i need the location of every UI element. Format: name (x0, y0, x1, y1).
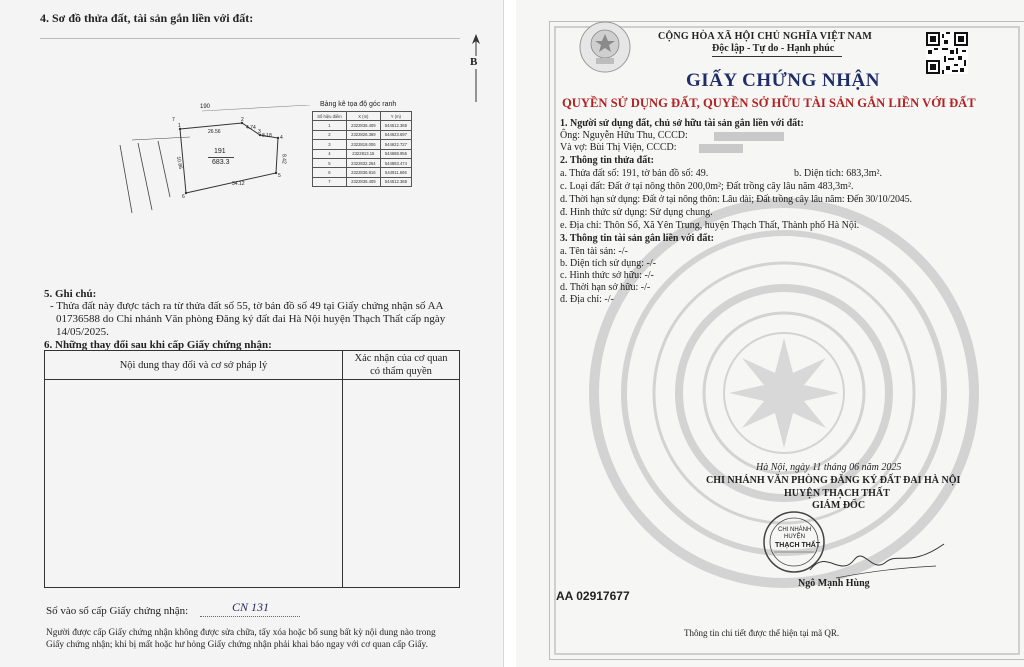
usage-form-line: đ. Hình thức sử dụng: Sử dụng chung. (560, 207, 713, 218)
note-line-3: 14/05/2025. (56, 326, 109, 338)
neighbor-parcel-number: 190 (200, 104, 211, 110)
owner-line: Ông: Nguyễn Hữu Thu, CCCD: (560, 130, 688, 141)
table-row (313, 168, 412, 177)
coords-cell: 6 (313, 168, 347, 177)
qr-code-icon[interactable] (926, 32, 968, 74)
changes-col-content (45, 351, 343, 380)
seal-text-mid: HUYỆN (784, 534, 806, 540)
table-row (313, 140, 412, 149)
issuer-line-3: GIÁM ĐỐC (812, 500, 866, 511)
coords-cell: 2322818.006 (346, 140, 380, 149)
edge-right-a-length: 4.74 (246, 125, 256, 131)
motto-underline (712, 56, 842, 57)
land-type-line: c. Loại đất: Đất ở tại nông thôn 200,0m²; Đất trồng cây lâu năm 483,3m². (560, 181, 854, 192)
section-5-title: 5. Ghi chú: (44, 288, 97, 300)
national-motto: Độc lập - Tự do - Hạnh phúc (712, 43, 835, 54)
issue-date: Hà Nội, ngày 11 tháng 06 năm 2025 (756, 462, 902, 473)
certificate-back-page (0, 0, 504, 667)
area-line: b. Diện tích: 683,3m². (794, 168, 882, 179)
vertex-label-1: 1 (178, 123, 181, 129)
coords-table-title: Bảng kê tọa độ góc ranh (320, 101, 397, 108)
coords-header-x: X (m) (346, 112, 380, 121)
national-name: CỘNG HÒA XÃ HỘI CHỦ NGHĨA VIỆT NAM (658, 31, 872, 42)
certificate-front-page (516, 0, 1024, 667)
national-emblem-icon (578, 20, 632, 74)
register-value: CN 131 (232, 600, 270, 614)
certificate-title: GIẤY CHỨNG NHẬN (686, 70, 880, 91)
signer-name: Ngô Mạnh Hùng (798, 578, 870, 589)
coords-cell: 5 (313, 158, 347, 167)
issuer-line-2: HUYỆN THẠCH THẤT (784, 488, 890, 499)
warning-line-2: Giấy chứng nhận; khi bị mất hoặc hư hỏng Giấy chứng nhận phải khai báo ngay với cơ quan cấp Giấy. (46, 640, 428, 650)
coords-header-point: Số hiệu điểm (313, 112, 347, 121)
coords-cell: 2322832.264 (346, 158, 380, 167)
coords-cell: 544512.368 (380, 121, 411, 130)
table-row (313, 149, 412, 158)
note-line-2: 01736588 do Chi nhánh Văn phòng Đăng ký đất đai Hà Nội huyện Thạch Thất cấp ngày (56, 313, 446, 325)
edge-top-length: 26.56 (208, 129, 221, 135)
warning-line-1: Người được cấp Giấy chứng nhận không được sửa chữa, tẩy xóa hoặc bổ sung bất kỳ nội dung nào trong (46, 628, 436, 638)
edge-right-b-length: 8.18 (262, 133, 272, 139)
section-6-title: 6. Những thay đổi sau khi cấp Giấy chứng nhận: (44, 339, 272, 351)
register-dotted-line (200, 616, 300, 617)
changes-cell-confirmation (343, 380, 460, 588)
asset-line-duration: d. Thời hạn sở hữu: -/- (560, 282, 651, 293)
vertex-label-6: 6 (182, 194, 185, 200)
owner-id-redacted (714, 132, 784, 141)
section-1-title: 1. Người sử dụng đất, chủ sở hữu tài sản gắn liền với đất: (560, 118, 804, 129)
coords-cell: 2322813.15 (346, 149, 380, 158)
asset-line-area: b. Diện tích sử dụng: -/- (560, 258, 656, 269)
coords-cell: 544688.955 (380, 149, 411, 158)
seal-text-top: CHI NHÁNH (778, 527, 812, 533)
parcel-line: a. Thửa đất số: 191, tờ bản đồ số: 49. (560, 168, 709, 179)
coords-table (312, 111, 412, 187)
section-2-title: 2. Thông tin thửa đất: (560, 155, 654, 166)
spouse-line: Và vợ: Bùi Thị Viện, CCCD: (560, 142, 677, 153)
edge-left-length: 10.86 (175, 156, 184, 170)
certificate-subtitle: QUYỀN SỬ DỤNG ĐẤT, QUYỀN SỞ HỮU TÀI SẢN GẮN LIỀN VỚI ĐẤT (562, 96, 976, 110)
coords-cell: 2322836.409 (346, 177, 380, 186)
note-line-1: - Thửa đất này được tách ra từ thửa đất số 55, tờ bản đồ số 49 tại Giấy chứng nhận số AA (50, 300, 444, 312)
address-line: e. Địa chỉ: Thôn Sổ, Xã Yên Trung, huyện Thạch Thất, Thành phố Hà Nội. (560, 220, 860, 231)
changes-cell-content (45, 380, 343, 588)
parcel-number-label: 191 (214, 148, 226, 155)
coords-cell: 2322836.409 (346, 121, 380, 130)
coords-cell: 3 (313, 140, 347, 149)
coords-cell: 4 (313, 149, 347, 158)
spouse-id-redacted (699, 144, 743, 153)
edge-right-c-length: 8.42 (280, 154, 287, 164)
vertex-label-3: 3 (258, 129, 261, 135)
qr-footer-note: Thông tin chi tiết được thể hiện tại mã QR. (684, 628, 840, 638)
vertex-label-5: 5 (278, 173, 281, 179)
table-row (313, 121, 412, 130)
parcel-area-label: 683.3 (212, 159, 230, 166)
register-label: Số vào sổ cấp Giấy chứng nhận: (46, 605, 189, 617)
compass-letter: B (470, 56, 478, 68)
changes-table (44, 350, 460, 588)
coords-cell: 544622.727 (380, 140, 411, 149)
asset-line-address: đ. Địa chỉ: -/- (560, 294, 614, 305)
coords-cell: 544623.697 (380, 130, 411, 139)
asset-line-name: a. Tên tài sản: -/- (560, 246, 628, 257)
coords-cell: 2322826.369 (346, 130, 380, 139)
serial-number: AA 02917677 (556, 589, 630, 603)
table-row (313, 130, 412, 139)
section-4-title: 4. Sơ đồ thửa đất, tài sản gắn liền với đất: (40, 11, 254, 25)
changes-col-content-label: Nội dung thay đổi và cơ sở pháp lý (119, 359, 268, 371)
seal-text-bottom: THẠCH THẤT (775, 542, 821, 549)
coords-cell: 544883.474 (380, 158, 411, 167)
coords-cell: 544911.666 (380, 168, 411, 177)
coords-cell: 1 (313, 121, 347, 130)
asset-line-form: c. Hình thức sở hữu: -/- (560, 270, 654, 281)
changes-col-confirmation-line1: Xác nhận của cơ quan (354, 353, 448, 364)
parcel-label-divider (208, 157, 234, 158)
changes-col-confirmation (343, 351, 460, 380)
section-3-title: 3. Thông tin tài sản gắn liền với đất: (560, 233, 714, 244)
vertex-label-7: 7 (172, 117, 175, 123)
coords-cell: 2322836.816 (346, 168, 380, 177)
table-row (313, 177, 412, 186)
table-row (313, 158, 412, 167)
coords-cell: 7 (313, 177, 347, 186)
changes-col-confirmation-line2: có thẩm quyền (370, 366, 432, 378)
coords-cell: 2 (313, 130, 347, 139)
edge-bottom-length: 34.12 (232, 181, 245, 187)
duration-line: d. Thời hạn sử dụng: Đất ở tại nông thôn: Lâu dài; Đất trồng cây lâu năm: Đến 30/10/2045. (560, 194, 912, 205)
issuer-line-1: CHI NHÁNH VĂN PHÒNG ĐĂNG KÝ ĐẤT ĐAI HÀ NỘI (706, 475, 961, 486)
map-frame-line (40, 38, 460, 39)
vertex-label-2: 2 (241, 117, 244, 123)
vertex-label-4: 4 (280, 135, 283, 141)
coords-cell: 544512.368 (380, 177, 411, 186)
coords-header-y: Y (m) (380, 112, 411, 121)
